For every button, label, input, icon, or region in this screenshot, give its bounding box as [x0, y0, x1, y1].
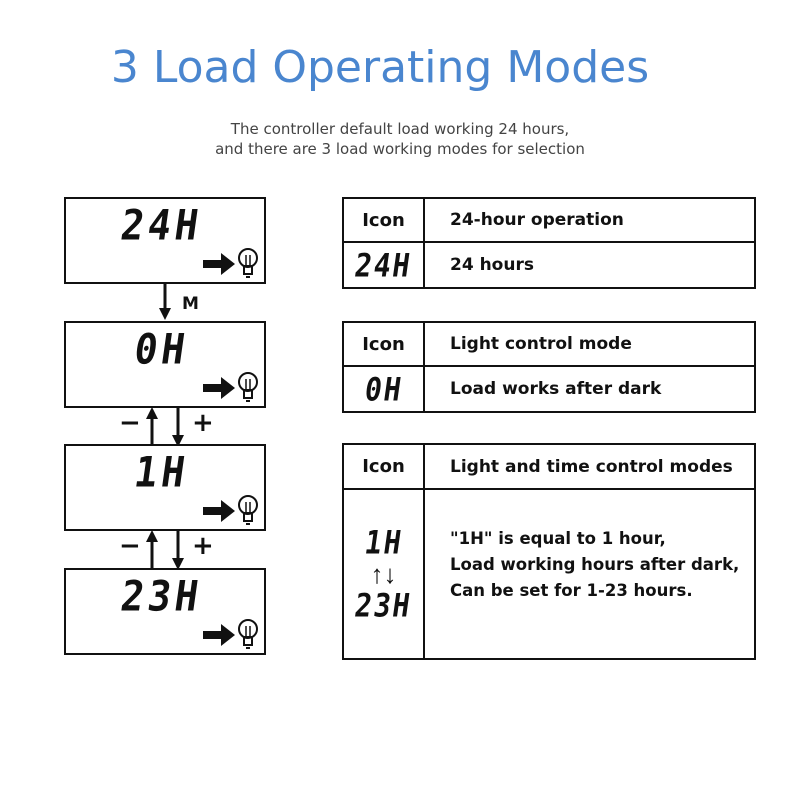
mode-key-label: M [182, 294, 199, 314]
icon-header-label: Icon [362, 209, 405, 231]
table-header-text: Light control mode [450, 334, 632, 354]
icon-header-cell [344, 323, 425, 365]
right-arrow-icon [203, 624, 235, 646]
minus-label: − [119, 531, 141, 561]
icon-cell [344, 367, 425, 411]
lcd-display-0h [64, 321, 266, 408]
lcd-display-23h [64, 568, 266, 655]
icon-header-label: Icon [362, 456, 405, 477]
lcd-icon-top: 1H [361, 523, 406, 562]
subtitle-line-1: The controller default load working 24 hours, [230, 120, 570, 138]
down-arrow-icon [159, 284, 171, 320]
bulb-icon [236, 618, 260, 650]
plus-label: + [192, 531, 214, 561]
right-arrow-icon [203, 377, 235, 399]
plus-label: + [192, 408, 214, 438]
mode-table-1-23h [342, 443, 756, 660]
icon-cell [344, 490, 425, 658]
description-cell [425, 490, 754, 658]
up-down-arrows-icon: ↑↓ [370, 559, 397, 589]
lcd-icon-bottom: 23H [352, 586, 415, 625]
down-arrow-icon [172, 407, 184, 447]
table-row [344, 490, 754, 658]
icon-header-label: Icon [362, 333, 405, 355]
lcd-display-24h [64, 197, 266, 284]
table-row-text: 24 hours [450, 255, 534, 275]
table-header-text: Light and time control modes [450, 456, 733, 477]
lcd-digits: 0H [131, 325, 192, 374]
up-arrow-icon [146, 530, 158, 570]
right-arrow-icon [203, 253, 235, 275]
table-header-row [344, 445, 754, 490]
page-subtitle [0, 119, 800, 159]
mode-table-0h [342, 321, 756, 413]
bulb-icon [236, 494, 260, 526]
lcd-digits: 1H [131, 448, 192, 497]
mode-table-24h [342, 197, 756, 289]
down-arrow-icon [172, 530, 184, 570]
table-header-text: 24-hour operation [450, 210, 624, 230]
page-title: 3 Load Operating Modes [110, 42, 650, 93]
subtitle-line-2: and there are 3 load working modes for selection [215, 140, 585, 158]
bulb-icon [236, 247, 260, 279]
icon-header-cell [344, 199, 425, 241]
right-arrow-icon [203, 500, 235, 522]
description-line-3: Can be set for 1-23 hours. [450, 581, 693, 600]
lcd-digits: 24H [117, 201, 206, 250]
minus-label: − [119, 408, 141, 438]
table-row-text: Load works after dark [450, 379, 662, 399]
description-line-2: Load working hours after dark, [450, 555, 740, 574]
table-row [344, 243, 754, 287]
lcd-icon-value: 24H [352, 246, 415, 284]
lcd-digits: 23H [117, 572, 206, 621]
icon-header-cell [344, 445, 425, 488]
up-arrow-icon [146, 407, 158, 447]
description-line-1: "1H" is equal to 1 hour, [450, 529, 666, 548]
bulb-icon [236, 371, 260, 403]
lcd-icon-value: 0H [361, 370, 406, 408]
table-row [344, 367, 754, 411]
icon-cell [344, 243, 425, 287]
table-header-row [344, 323, 754, 367]
table-header-row [344, 199, 754, 243]
lcd-display-1h [64, 444, 266, 531]
